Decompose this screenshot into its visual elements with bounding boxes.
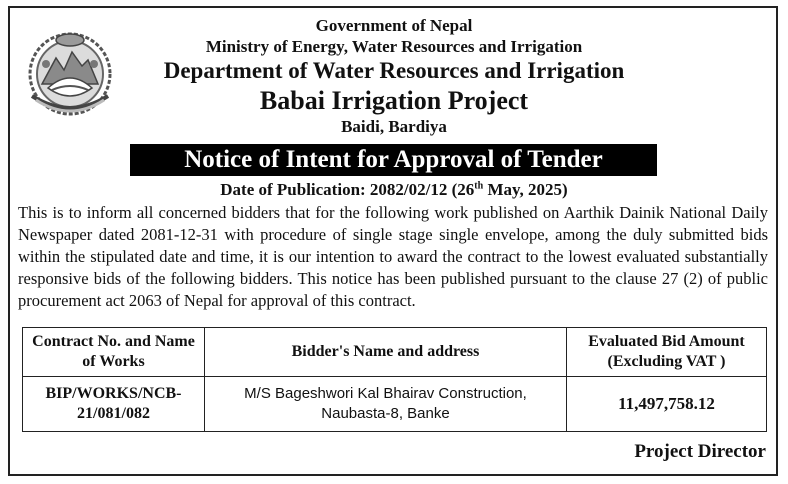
bidder-line1: M/S Bageshwori Kal Bhairav Construction,: [244, 385, 527, 402]
header-bidder: Bidder's Name and address: [205, 328, 567, 377]
project-location: Baidi, Bardiya: [341, 117, 447, 136]
table-row: [23, 377, 767, 432]
header-contract-line2: of Works: [82, 353, 145, 370]
contract-line1: BIP/WORKS/NCB-: [45, 385, 182, 402]
publication-date-sup: th: [474, 180, 484, 192]
header-contract-line1: Contract No. and Name: [32, 333, 195, 350]
signature-project-director: Project Director: [634, 441, 766, 462]
amount-cell: 11,497,758.12: [567, 377, 767, 432]
department-line: Department of Water Resources and Irrigation: [163, 58, 625, 83]
header-amount-line1: Evaluated Bid Amount: [588, 333, 745, 350]
award-table: [22, 327, 767, 432]
publication-date-tail: May, 2025): [483, 180, 568, 199]
contract-line2: 21/081/082: [77, 405, 150, 422]
ministry-line: Ministry of Energy, Water Resources and Irrigation: [205, 37, 583, 56]
bidder-line2: Naubasta-8, Banke: [321, 405, 450, 422]
table-header-row: [23, 328, 767, 377]
header-contract: [23, 328, 205, 377]
publication-date-label: Date of Publication: 2082/02/12 (26: [220, 180, 475, 199]
notice-body: This is to inform all concerned bidders that for the following work published on Aarthik Dainik National Daily Newspaper dated 2081-12-31 with procedure of single stage single envelope, among the duly submitted bids within the stipulated date and time, it is our intention to award the contract to the lowest evaluated substantially responsive bids of the following bidders. This notice has been published pursuant to the clause 27 (2) of public procurement act 2063 of Nepal for approval of this contract.: [18, 203, 768, 310]
project-title: Babai Irrigation Project: [259, 86, 529, 115]
contract-cell: [23, 377, 205, 432]
bidder-cell: [205, 377, 567, 432]
notice-title-banner: Notice of Intent for Approval of Tender: [130, 144, 657, 176]
government-line: Government of Nepal: [315, 16, 473, 35]
header-amount-line2: (Excluding VAT ): [607, 353, 726, 370]
publication-date: [0, 180, 788, 200]
header-amount: [567, 328, 767, 377]
